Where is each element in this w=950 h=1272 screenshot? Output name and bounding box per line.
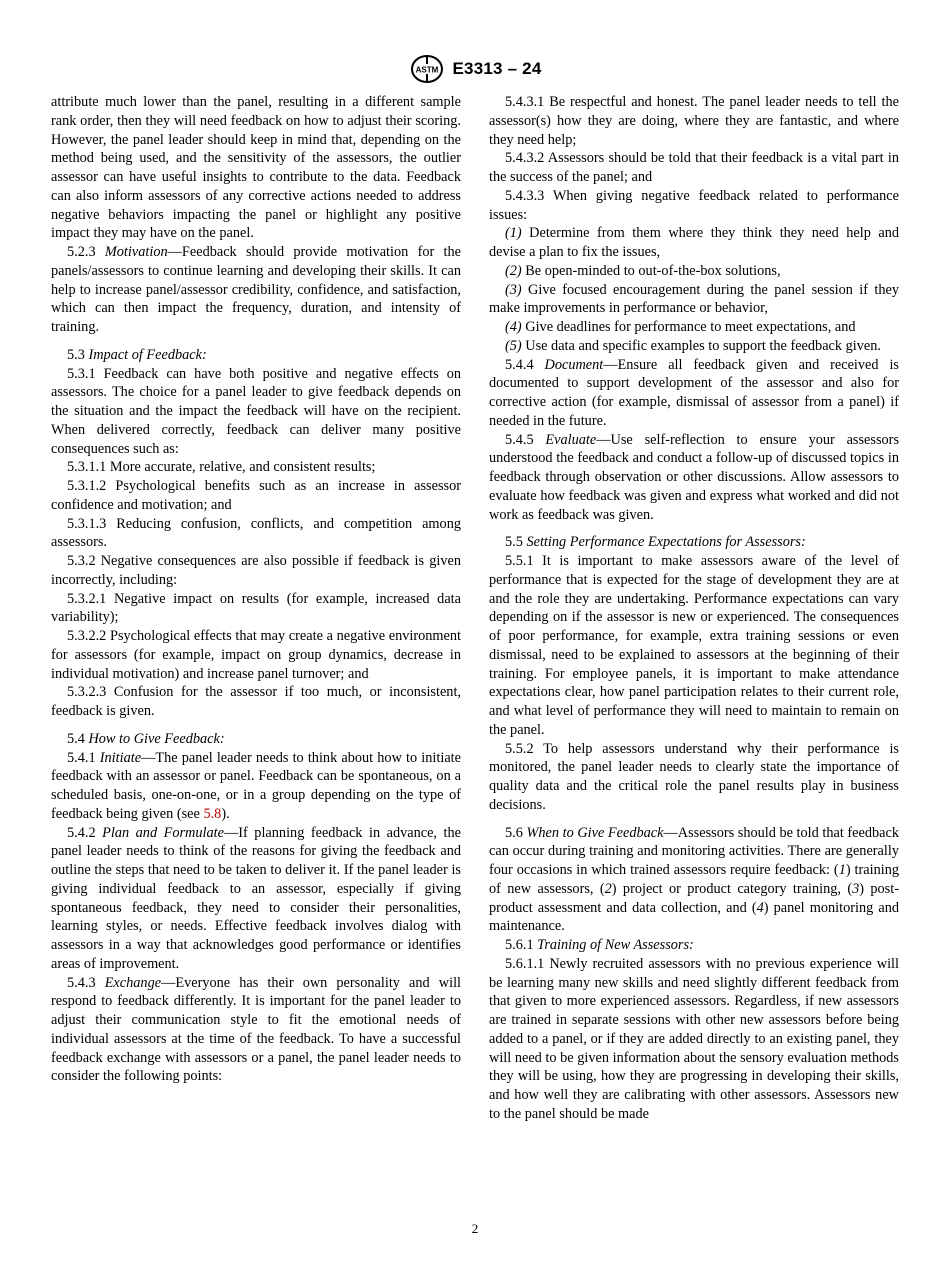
section-5-5-1: 5.5.1 It is important to make assessors aware of the level of performance that is expected for the stage of development they are at and the role they are undertaking. Performance expectations can vary depending on if the assessor is new or experienced. The consequences of poor performance, for example, extra training sessions or even dismissal, need to be explained to assessors at the beginning of their training. For employee panels, it is important to make attendance expectations clear, how panel participation relates to their current role, and what level of performance they will need to maintain to remain on the panel. xyxy=(489,553,899,738)
section-5-6-1-heading: 5.6.1 Training of New Assessors: xyxy=(505,937,694,953)
section-5-3-1: 5.3.1 Feedback can have both positive and negative effects on assessors. The choice for a panel leader to give feedback depends on the situation and the impact the feedback will have on the recipient. When delivered correctly, feedback can deliver many positive consequences such as: xyxy=(51,365,461,457)
list-item: (2) Be open-minded to out-of-the-box solutions, xyxy=(505,262,781,279)
page-number: 2 xyxy=(471,1221,479,1236)
section-5-4-4: 5.4.4 Document—Ensure all feedback given and received is documented to support development of the assessor and also for corrective action (for example, dismissal of assessor from a panel) if needed in the future. xyxy=(489,356,899,429)
section-5-5-heading: 5.5 Setting Performance Expectations for Assessors: xyxy=(505,534,806,551)
section-5-4-5: 5.4.5 Evaluate—Use self-reflection to ensure your assessors understood the feedback and conduct a follow-up of discussed topics in feedback through observation or other discussions. Allow assessors to evaluate how feedback was given and express what worked and did not work as feedback was given. xyxy=(489,431,900,523)
section-5-6: 5.6 When to Give Feedback—Assessors should be told that feedback can occur during training and monitoring activities. There are generally four occasions in which trained assessors require feedback: (1) training of new assessors, (2) project or product category training, (3) post-product assessment and data collection, and (4) panel monitoring and maintenance. xyxy=(489,824,899,935)
section-5-4-3-2: 5.4.3.2 Assessors should be told that their feedback is a vital part in the success of the panel; and xyxy=(489,150,899,185)
section-link-5-8[interactable]: 5.8 xyxy=(203,805,222,822)
section-5-3-1-1: 5.3.1.1 More accurate, relative, and consistent results; xyxy=(67,459,376,476)
section-5-2-3: 5.2.3 Motivation—Feedback should provide motivation for the panels/assessors to continue learning and developing their skills. It can help to increase panel/assessor credibility, confidence, and satisfaction, which can then impact the frequency, duration, and intensity of training. xyxy=(51,244,461,335)
section-5-4-3-3: 5.4.3.3 When giving negative feedback related to performance issues: xyxy=(489,187,899,223)
section-5-6-1-1: 5.6.1.1 Newly recruited assessors with no previous experience will be learning many new skills and need slightly different feedback from that given to more experienced assessors. Regardless, if new assessors are trained in separate sessions with other new assessors before being added to a panel, or if they are added directly to an existing panel, they will need to be given information about the sensory evaluation methods they will be using, how they are progressing in developing their skills, and how well they are calibrating with other assessors. Assessors new to the panel should be made xyxy=(489,955,899,1122)
astm-logo-icon xyxy=(409,54,445,84)
section-5-4-3: 5.4.3 Exchange—Everyone has their own personality and will respond to feedback differently. It is important for the panel leader to adjust their communication style to fit the emotional needs of individual assessors at the time of the feedback. To have a successful feedback exchange with assessors or a panel, the panel leader needs to consider the following points: xyxy=(51,974,462,1085)
list-item: (5) Use data and specific examples to support the feedback given. xyxy=(505,337,881,354)
list-item: (4) Give deadlines for performance to meet expectations, and xyxy=(505,319,856,335)
section-5-3-2: 5.3.2 Negative consequences are also possible if feedback is given incorrectly, including: xyxy=(51,553,461,588)
standard-designation: E3313 – 24 xyxy=(452,59,542,78)
paragraph: attribute much lower than the panel, resulting in a different sample rank order, then they will need feedback on how to adjust their scoring. However, the panel leader should keep in mind that, depending on the method being used, and the sensitivity of the assessors, the outlier assessor can have useful insights to contribute to the data. Feedback can also inform assessors of any corrective actions needed to address negative behaviors impacting the panel or highlight any positive impact they may have on the panel. xyxy=(51,94,461,242)
list-item: (3) Give focused encouragement during the panel session if they make improvements in performance or behavior, xyxy=(489,281,899,317)
section-5-4-1: 5.4.1 Initiate—The panel leader needs to think about how to initiate feedback with an assessor or panel. Feedback can be spontaneous, on a scheduled basis, one-on-one, or in a group depending on the type of feedback being given (see 5.8). xyxy=(51,749,462,822)
section-5-3-1-3: 5.3.1.3 Reducing confusion, conflicts, and competition among assessors. xyxy=(51,515,461,551)
section-5-3-2-3: 5.3.2.3 Confusion for the assessor if too much, or inconsistent, feedback is given. xyxy=(51,684,461,719)
section-5-4-heading: 5.4 How to Give Feedback: xyxy=(67,730,225,747)
section-5-5-2: 5.5.2 To help assessors understand why their performance is monitored, the panel leader needs to clearly state the importance of quality data and the critical role the panel results play in business decisions. xyxy=(489,740,899,813)
section-5-3-2-1: 5.3.2.1 Negative impact on results (for example, increased data variability); xyxy=(51,590,461,626)
page-header xyxy=(0,54,950,84)
svg-text:ASTM: ASTM xyxy=(415,65,438,75)
left-column xyxy=(51,93,461,1086)
right-column xyxy=(489,93,899,1124)
section-5-3-heading: 5.3 Impact of Feedback: xyxy=(67,346,207,363)
section-5-4-2: 5.4.2 Plan and Formulate—If planning feedback in advance, the panel leader needs to think of the reasons for giving the feedback and outline the steps that need to be taken to deliver it. If the panel leader is giving individual feedback to an assessor, especially if giving spontaneous feedback, they need to consider their personalities, learning styles, or needs. Effective feedback involves dialog with assessors in a way that acknowledges good performance or identifies areas of improvement. xyxy=(51,824,461,972)
section-5-4-3-1: 5.4.3.1 Be respectful and honest. The panel leader needs to tell the assessor(s) how they are doing, where they are fantastic, and where they need help; xyxy=(489,94,899,148)
section-5-3-2-2: 5.3.2.2 Psychological effects that may create a negative environment for assessors (for example, impact on group dynamics, decrease in individual motivation) and increase panel turnover; and xyxy=(51,628,461,682)
list-item: (1) Determine from them where they think they need help and devise a plan to fix the issues, xyxy=(489,225,899,260)
section-5-3-1-2: 5.3.1.2 Psychological benefits such as an increase in assessor confidence and motivation; and xyxy=(51,478,461,513)
